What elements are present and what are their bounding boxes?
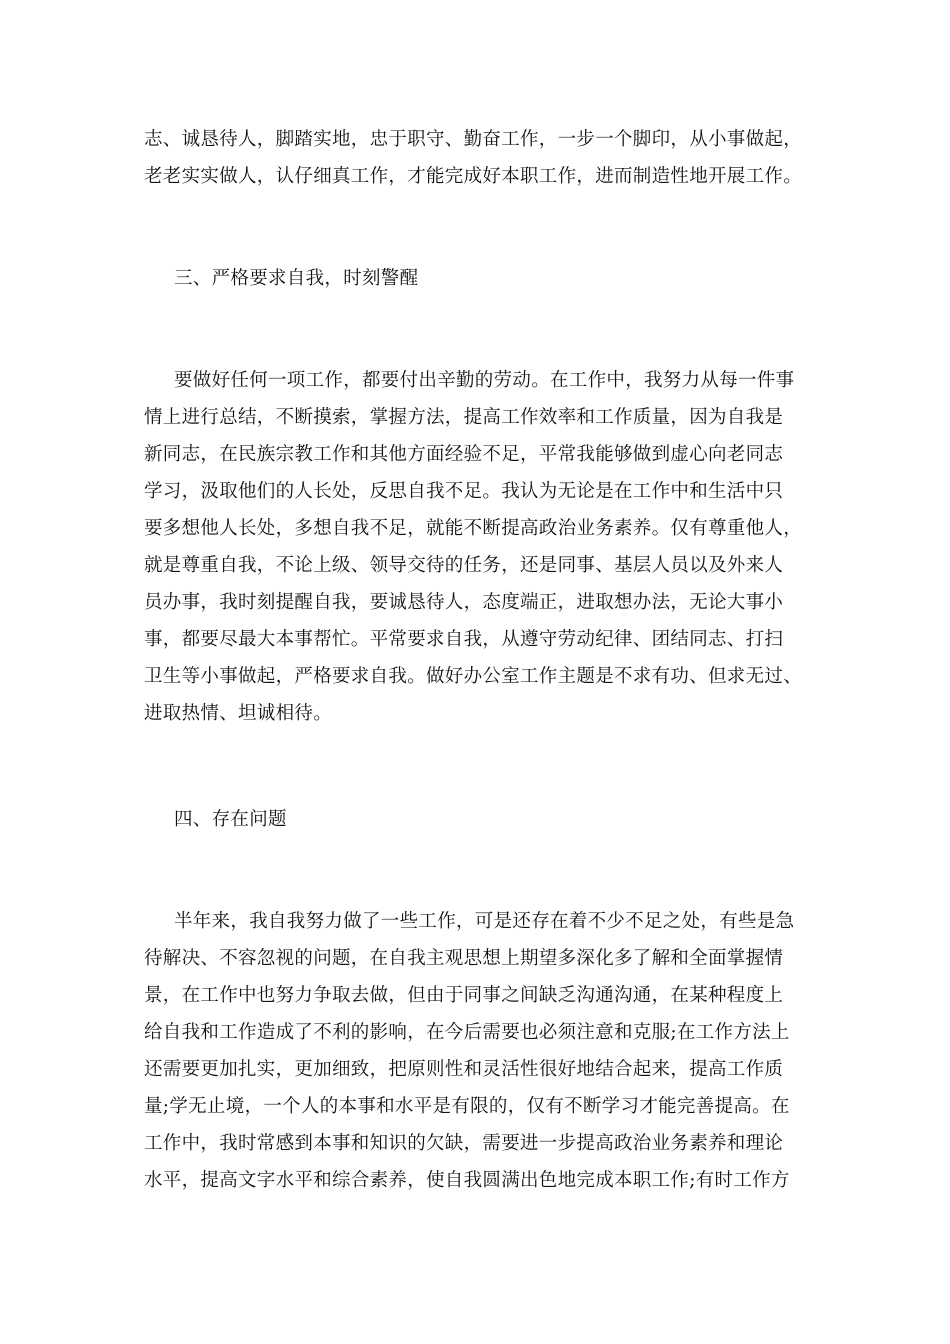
- text-line: 工作中，我时常感到本事和知识的欠缺，需要进一步提高政治业务素养和理论: [144, 1133, 784, 1154]
- paragraph-intro: [144, 121, 812, 195]
- section-heading-3: 三、严格要求自我，时刻警醒: [174, 268, 419, 289]
- text-line: 还需要更加扎实，更加细致，把原则性和灵活性很好地结合起来，提高工作质: [144, 1059, 784, 1080]
- text-line: 新同志，在民族宗教工作和其他方面经验不足，平常我能够做到虚心向老同志: [144, 444, 784, 465]
- paragraph-section-3: [144, 362, 812, 732]
- text-line: 志、诚恳待人，脚踏实地，忠于职守、勤奋工作，一步一个脚印，从小事做起，: [144, 129, 803, 150]
- section-heading-4: 四、存在问题: [174, 809, 287, 830]
- text-line: 事，都要尽最大本事帮忙。平常要求自我，从遵守劳动纪律、团结同志、打扫: [144, 629, 784, 650]
- text-line: 就是尊重自我，不论上级、领导交待的任务，还是同事、基层人员以及外来人: [144, 555, 784, 576]
- text-line: 学习，汲取他们的人长处，反思自我不足。我认为无论是在工作中和生活中只: [144, 481, 784, 502]
- text-line: 要做好任何一项工作，都要付出辛勤的劳动。在工作中，我努力从每一件事: [174, 370, 795, 391]
- text-line: 待解决、不容忽视的问题，在自我主观思想上期望多深化多了解和全面掌握情: [144, 948, 784, 969]
- text-line: 情上进行总结，不断摸索，掌握方法，提高工作效率和工作质量，因为自我是: [144, 407, 784, 428]
- text-line: 老老实实做人，认仔细真工作，才能完成好本职工作，进而制造性地开展工作。: [144, 166, 803, 187]
- paragraph-section-4: [144, 903, 812, 1199]
- text-line: 卫生等小事做起，严格要求自我。做好办公室工作主题是不求有功、但求无过、: [144, 666, 803, 687]
- text-line: 进取热情、坦诚相待。: [144, 703, 333, 724]
- text-line: 半年来，我自我努力做了一些工作，可是还存在着不少不足之处，有些是急: [174, 911, 795, 932]
- text-line: 景，在工作中也努力争取去做，但由于同事之间缺乏沟通沟通，在某种程度上: [144, 985, 784, 1006]
- text-line: 给自我和工作造成了不利的影响，在今后需要也必须注意和克服;在工作方法上: [144, 1022, 790, 1043]
- text-line: 量;学无止境，一个人的本事和水平是有限的，仅有不断学习才能完善提高。在: [144, 1096, 790, 1117]
- text-line: 要多想他人长处，多想自我不足，就能不断提高政治业务素养。仅有尊重他人，: [144, 518, 803, 539]
- text-line: 水平，提高文字水平和综合素养，使自我圆满出色地完成本职工作;有时工作方: [144, 1170, 790, 1191]
- text-line: 员办事，我时刻提醒自我，要诚恳待人，态度端正，进取想办法，无论大事小: [144, 592, 784, 613]
